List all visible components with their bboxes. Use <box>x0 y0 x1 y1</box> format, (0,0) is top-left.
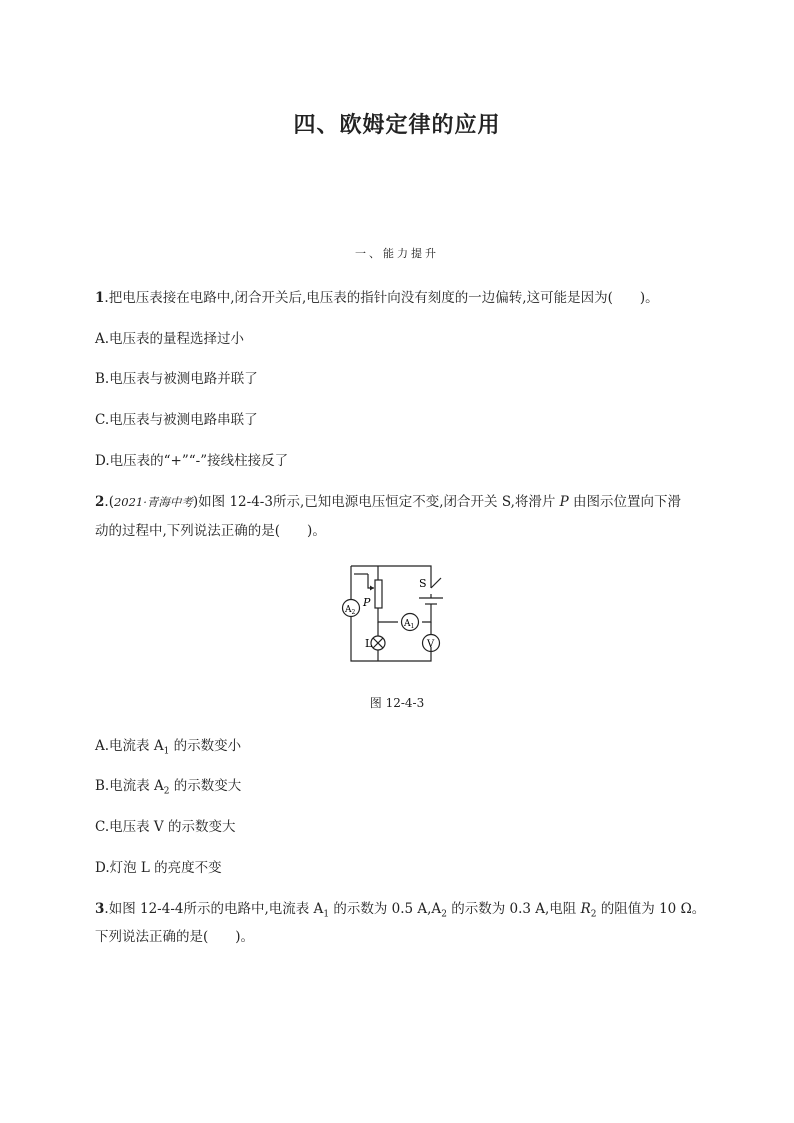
question-2-option-c: C.电压表 V 的示数变大 <box>95 819 236 835</box>
switch-label: S <box>419 577 427 590</box>
slider-label: P <box>363 596 371 609</box>
circuit-diagram <box>330 558 460 668</box>
question-text: )如图 12-4-3所示,已知电源电压恒定不变,闭合开关 S,将滑片 <box>192 494 560 510</box>
question-2-option-b: B.电流表 $A_2$ 的示数变大 <box>95 778 242 797</box>
question-number: 1 <box>95 290 105 306</box>
question-1-option-d: D.电压表的“+”“-”接线柱接反了 <box>95 453 289 469</box>
question-text: 由图示位置向下滑 <box>568 494 682 510</box>
question-2-option-a: A.电流表 $A_1$ 的示数变小 <box>95 738 242 757</box>
question-3-stem-line2: 下列说法正确的是( )。 <box>95 929 255 945</box>
question-number: 2 <box>95 494 105 510</box>
question-1-option-b: B.电压表与被测电路并联了 <box>95 371 258 387</box>
question-1-stem <box>95 286 659 306</box>
question-source: 青海中考 <box>146 495 193 509</box>
ammeter-a1-label: $A_1$ <box>404 619 415 630</box>
question-source-year: 2021· <box>113 495 147 509</box>
question-1-option-a: A.电压表的量程选择过小 <box>95 331 245 347</box>
question-2-option-d: D.灯泡 L 的亮度不变 <box>95 860 222 876</box>
slider-arrow <box>370 586 374 591</box>
voltmeter-label: V <box>427 639 435 650</box>
wire-bottom <box>351 617 431 661</box>
question-text: .把电压表接在电路中,闭合开关后,电压表的指针向没有刻度的一边偏转,这可能是因为( )。 <box>104 290 659 306</box>
question-3-stem-line1: 3.如图 12-4-4所示的电路中,电流表 $A_1$ 的示数为 0.5 $A,A_2$ 的示数为 0.3 A,电阻 $R_2$ 的阻值为 10 Ω。 <box>95 901 706 920</box>
lamp-label: L <box>365 637 373 650</box>
question-2-stem-line2: 动的过程中,下列说法正确的是( )。 <box>95 523 326 539</box>
question-1-option-c: C.电压表与被测电路串联了 <box>95 412 258 428</box>
ammeter-a2-label: $A_2$ <box>345 605 356 616</box>
switch-blade <box>431 578 441 588</box>
question-text: .( <box>104 494 114 510</box>
slider-wire <box>368 574 374 588</box>
rheostat-body <box>375 580 382 608</box>
question-number: 3 <box>95 901 105 917</box>
page-title: 四、欧姆定律的应用 <box>293 113 501 138</box>
variable-p: P <box>559 494 569 510</box>
section-heading: 一、能力提升 <box>355 247 439 260</box>
question-2-stem-line1 <box>95 490 681 510</box>
figure-caption: 图 12-4-3 <box>369 696 425 710</box>
